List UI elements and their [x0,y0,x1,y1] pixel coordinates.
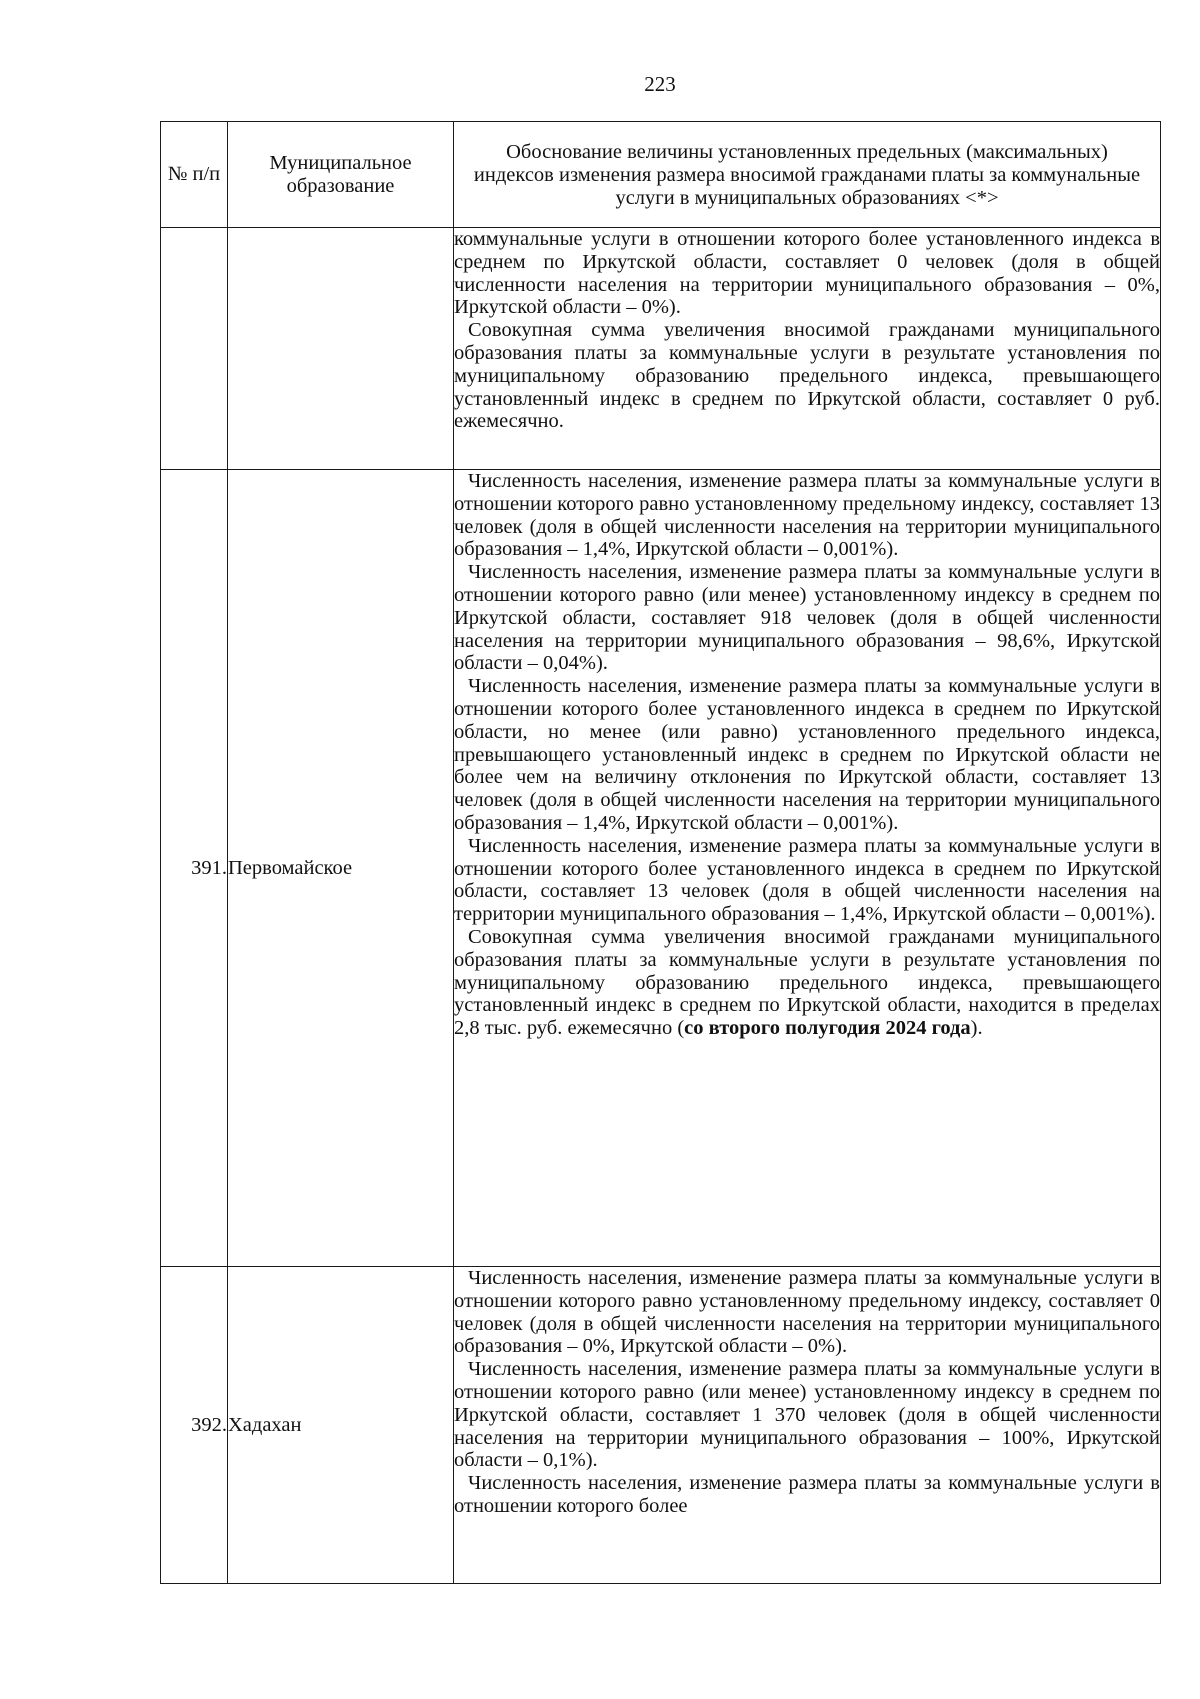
table-row [161,228,1161,470]
municipality-name [228,228,454,470]
paragraph: Численность населения, изменение размера платы за коммунальные услуги в отношении которого более [454,1472,1160,1517]
header-justification: Обоснование величины установленных предельных (максимальных) индексов изменения размера вносимой гражданами платы за коммунальные услуги в муниципальных образованиях <*> [454,122,1161,228]
paragraph [454,926,1160,1040]
page-number: 223 [644,72,676,96]
row-number: 391. [161,470,228,1267]
paragraph-tail: ). [970,1017,983,1040]
paragraph: Совокупная сумма увеличения вносимой гражданами муниципального образования платы за коммунальные услуги в результате установления по муниципальному образованию предельного индекса, превышающего установленный индекс в среднем по Иркутской области, составляет 0 руб. ежемесячно. [454,319,1160,433]
table-row [161,470,1161,1267]
justification-table [160,121,1161,1584]
paragraph: Численность населения, изменение размера платы за коммунальные услуги в отношении которого более установленного индекса в среднем по Иркутской области, составляет 13 человек (доля в общей численности населения на территории муниципального образования – 1,4%, Иркутской области – 0,001%). [454,834,1160,926]
paragraph-text: Совокупная сумма увеличения вносимой гражданами муниципального образования платы за коммунальные услуги в результате установления по муниципальному образованию предельного индекса, превышающего установленный индекс в среднем по Иркутской области, находится в пределах 2,8 тыс. руб. ежемесячно ( [454,925,1160,1040]
table-header-row [161,122,1161,228]
paragraph: Численность населения, изменение размера платы за коммунальные услуги в отношении которого более установленного индекса в среднем по Иркутской области, но менее (или равно) установленного предельного индекса, превышающего установленный индекс в среднем по Иркутской области не более чем на величину отклонения по Иркутской области, составляет 13 человек (доля в общей численности населения на территории муниципального образования – 1,4%, Иркутской области – 0,001%). [454,675,1160,834]
paragraph: Численность населения, изменение размера платы за коммунальные услуги в отношении которого равно установленному предельному индексу, составляет 13 человек (доля в общей численности населения на территории муниципального образования – 1,4%, Иркутской области – 0,001%). [454,470,1160,561]
municipality-name: Первомайское [228,470,454,1267]
header-num: № п/п [161,122,228,228]
paragraph: коммунальные услуги в отношении которого более установленного индекса в среднем по Иркутской области, составляет 0 человек (доля в общей численности населения на территории муниципального образования – 0%, Иркутской области – 0%). [454,228,1160,319]
paragraph: Численность населения, изменение размера платы за коммунальные услуги в отношении которого равно (или менее) установленному индексу в среднем по Иркутской области, составляет 1 370 человек (доля в общей численности населения на территории муниципального образования – 100%, Иркутской области – 0,1%). [454,1358,1160,1472]
header-municipality: Муниципальное образование [228,122,454,228]
justification-text [454,1267,1161,1584]
table-row [161,1267,1161,1584]
justification-text [454,470,1161,1267]
paragraph: Численность населения, изменение размера платы за коммунальные услуги в отношении которого равно (или менее) установленному индексу в среднем по Иркутской области, составляет 918 человек (доля в общей численности населения на территории муниципального образования – 98,6%, Иркутской области – 0,04%). [454,561,1160,675]
justification-text [454,228,1161,470]
paragraph: Численность населения, изменение размера платы за коммунальные услуги в отношении которого равно установленному предельному индексу, составляет 0 человек (доля в общей численности населения на территории муниципального образования – 0%, Иркутской области – 0%). [454,1267,1160,1358]
bold-period: со второго полугодия 2024 года [684,1017,971,1040]
row-number: 392. [161,1267,228,1584]
row-number [161,228,228,470]
municipality-name: Хадахан [228,1267,454,1584]
